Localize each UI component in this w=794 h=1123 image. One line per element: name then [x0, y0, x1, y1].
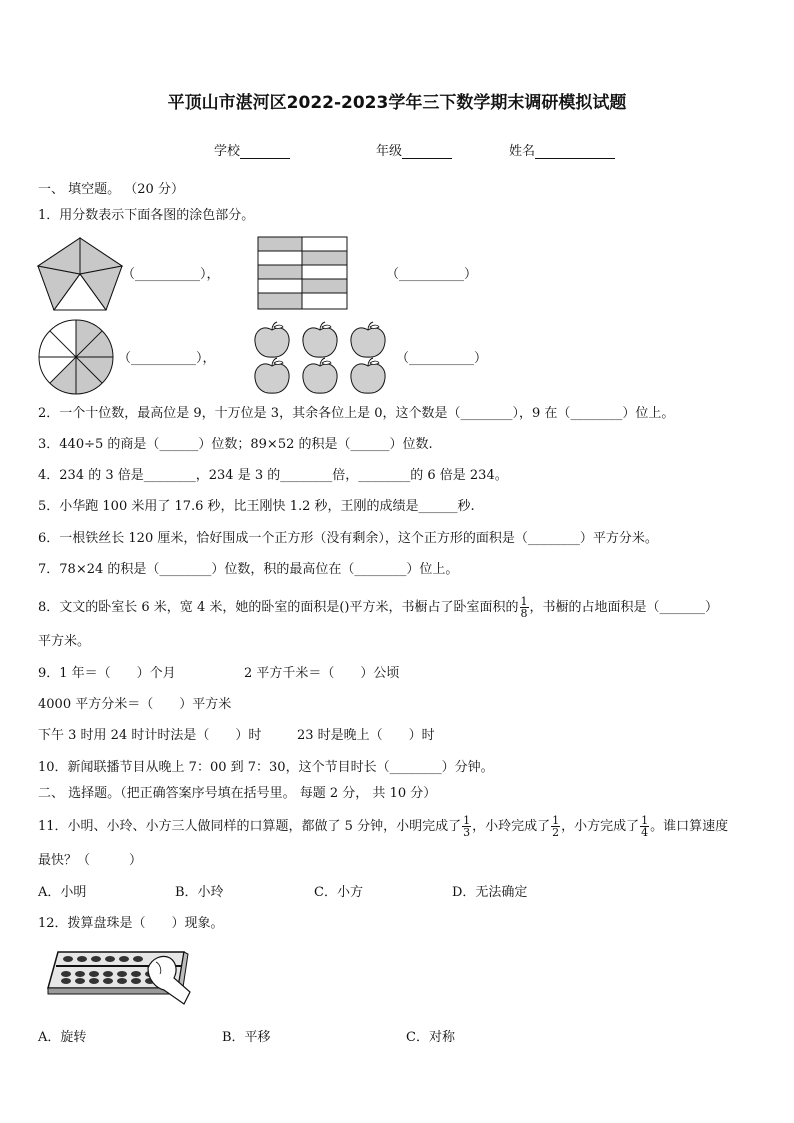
circle-figure: [37, 318, 115, 396]
question-3: 3．440÷5 的商是（______）位数；89×52 的积是（______）位数.: [38, 437, 433, 452]
q11-option-a: A．小明: [38, 885, 87, 900]
section-1-heading: 一、 填空题。 （20 分）: [38, 182, 184, 197]
question-8-line-2: 平方米。: [38, 634, 91, 649]
question-2: 2．一个十位数，最高位是 9，十万位是 3，其余各位上是 0，这个数是（________），9 在（________）位上。: [38, 406, 675, 421]
abacus-figure: [44, 948, 194, 1014]
name-field: 姓名: [509, 140, 615, 159]
q12-option-b: B．平移: [222, 1030, 271, 1045]
q1-blank-d: （__________）: [396, 351, 488, 366]
fraction-1-8: $\frac{1}{8}$: [520, 595, 528, 620]
question-8: 8．文文的卧室长 6 米，宽 4 米，她的卧室的面积是()平方米，书橱占了卧室面积的 $\frac{1}{8}$ ，书橱的占地面积是（_______）: [38, 595, 719, 620]
pentagon-figure: [36, 236, 124, 312]
q1-blank-b: （__________）: [386, 267, 478, 282]
question-9a: 9．1 年＝（ ）个月: [38, 666, 176, 681]
question-9b: 2 平方千米＝（ ）公顷: [244, 666, 400, 681]
q11-option-b: B．小玲: [175, 885, 224, 900]
question-9c: 4000 平方分米＝（ ）平方米: [38, 697, 232, 712]
page-title: 平顶山市湛河区2022-2023学年三下数学期末调研模拟试题: [167, 93, 627, 113]
question-12: 12．拨算盘珠是（ ）现象。: [38, 916, 224, 931]
question-9e: 23 时是晚上（ ）时: [297, 728, 435, 743]
q11-option-c: C．小方: [314, 885, 363, 900]
section-2-heading: 二、 选择题。（把正确答案序号填在括号里。 每题 2 分， 共 10 分）: [38, 786, 437, 801]
question-10: 10．新闻联播节目从晚上 7：00 到 7：30，这个节目时长（________）分钟。: [38, 760, 494, 775]
question-6: 6．一根铁丝长 120 厘米，恰好围成一个正方形（没有剩余），这个正方形的面积是（________）平方分米。: [38, 531, 658, 546]
question-1: 1．用分数表示下面各图的涂色部分。: [38, 208, 255, 223]
question-9d: 下午 3 时用 24 时计时法是（ ）时: [38, 728, 262, 743]
question-5: 5．小华跑 100 米用了 17.6 秒，比王刚快 1.2 秒，王刚的成绩是______秒.: [38, 499, 475, 514]
q12-option-a: A．旋转: [38, 1030, 87, 1045]
question-7: 7．78×24 的积是（________）位数，积的最高位在（________）位上。: [38, 562, 459, 577]
apples-figure: [252, 320, 388, 394]
q12-option-c: C．对称: [406, 1030, 455, 1045]
question-11-line-2: 最快？（ ）: [38, 853, 143, 868]
question-4: 4．234 的 3 倍是________，234 是 3 的________倍，________的 6 倍是 234。: [38, 468, 508, 483]
school-field: 学校: [214, 140, 290, 159]
fraction-1-3: $\frac{1}{3}$: [463, 814, 471, 839]
q1-blank-a: （__________），: [122, 267, 220, 282]
grade-field: 年级: [376, 140, 452, 159]
fraction-1-4: $\frac{1}{4}$: [641, 814, 649, 839]
fraction-1-2: $\frac{1}{2}$: [552, 814, 560, 839]
q1-blank-c: （__________），: [118, 351, 216, 366]
question-11: 11．小明、小玲、小方三人做同样的口算题，都做了 5 分钟，小明完成了 $\frac{1}{3}$ ，小玲完成了 $\frac{1}{2}$ ，小方完成了 $\frac{1}{4}$ 。谁口算速度: [38, 814, 729, 839]
q11-option-d: D．无法确定: [452, 885, 528, 900]
grid-figure: [257, 236, 348, 310]
